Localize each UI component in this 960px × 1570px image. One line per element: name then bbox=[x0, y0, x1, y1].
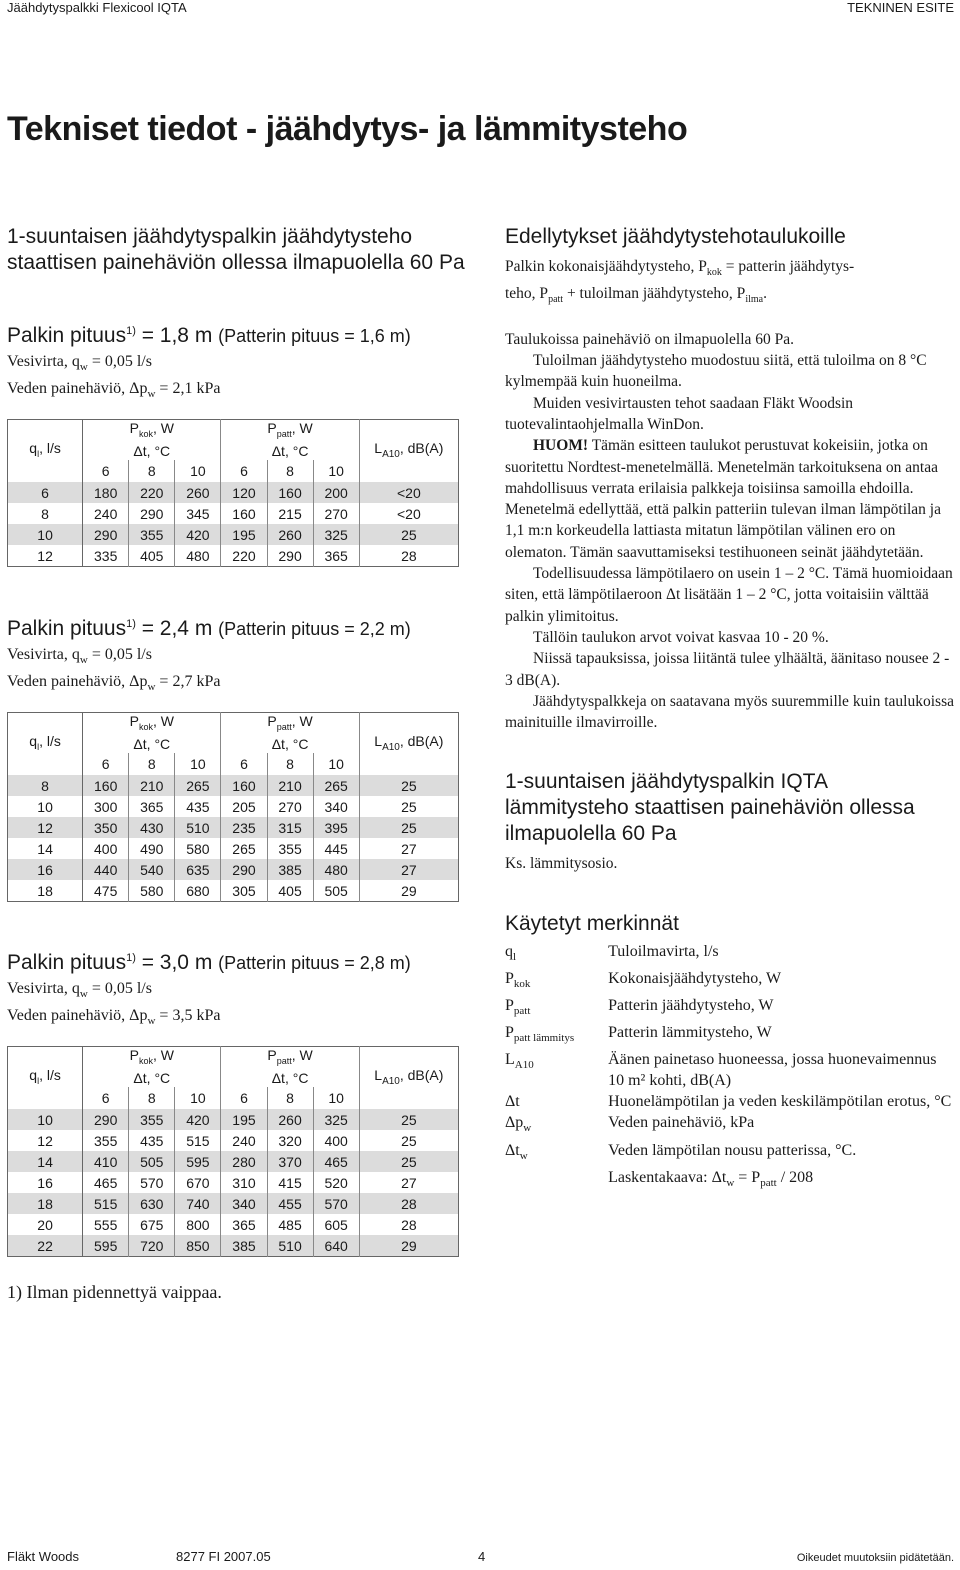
table-cell: 210 bbox=[129, 775, 175, 796]
table-cell: 160 bbox=[221, 775, 267, 796]
table-cell: 315 bbox=[267, 817, 313, 838]
table-cell: 465 bbox=[313, 1151, 359, 1172]
table-cell: 300 bbox=[83, 796, 129, 817]
table-cell: 270 bbox=[267, 796, 313, 817]
table-cell: 18 bbox=[8, 880, 83, 902]
table-cell: 640 bbox=[313, 1235, 359, 1257]
table-cell: 16 bbox=[8, 859, 83, 880]
table-cell: 25 bbox=[359, 817, 458, 838]
table-cell: 415 bbox=[267, 1172, 313, 1193]
intro-line-2: staattisen painehäviön ollessa ilmapuolella 60 Pa bbox=[7, 251, 465, 274]
table-cell: 20 bbox=[8, 1214, 83, 1235]
table-cell: 490 bbox=[129, 838, 175, 859]
table-cell: 29 bbox=[401, 882, 417, 899]
table-cell: 240 bbox=[221, 1130, 267, 1151]
table-cell: 270 bbox=[313, 503, 359, 524]
table-cell: <20 bbox=[359, 482, 458, 503]
col-header-q: $q_l$, l/s bbox=[8, 713, 83, 775]
table-cell: 290 bbox=[221, 859, 267, 880]
temp-header: 6 bbox=[221, 753, 267, 775]
table-cell: 355 bbox=[83, 1130, 129, 1151]
table-cell: 320 bbox=[267, 1130, 313, 1151]
table-row bbox=[8, 524, 459, 545]
table-cell: 570 bbox=[313, 1193, 359, 1214]
table-cell: 485 bbox=[267, 1214, 313, 1235]
temp-header: 10 bbox=[175, 460, 221, 482]
temp-header: 10 bbox=[313, 1087, 359, 1109]
temp-header: 8 bbox=[129, 460, 175, 482]
table-cell: 260 bbox=[267, 1109, 313, 1130]
table-cell: 12 bbox=[8, 1130, 83, 1151]
col-header-pkok: $P_{kok}$, W Δt, °C bbox=[83, 713, 221, 753]
table-cell: 480 bbox=[313, 859, 359, 880]
symbol-desc: Tuloilmavirta, l/s bbox=[608, 942, 719, 960]
paragraph: Jäähdytyspalkkeja on saatavana myös suuremmille kuin taulukoissa mainituille ilmavirroille. bbox=[505, 692, 954, 732]
table-cell: 440 bbox=[83, 859, 129, 880]
table-cell: 355 bbox=[129, 524, 175, 545]
formula-spacer bbox=[505, 1167, 608, 1194]
table-cell: 25 bbox=[359, 1151, 458, 1172]
table-cell: 635 bbox=[175, 859, 221, 880]
table-row bbox=[8, 482, 459, 503]
table-cell: 28 bbox=[359, 1193, 458, 1214]
symbol-row bbox=[505, 1112, 955, 1139]
symbol-row bbox=[505, 941, 955, 968]
conditions-body bbox=[505, 329, 955, 734]
formula: Laskentakaava: $\Delta t_w = P_{patt} / 208$ bbox=[608, 1168, 814, 1190]
table-cell: 365 bbox=[313, 545, 359, 567]
page-title: Tekniset tiedot - jäähdytys- ja lämmitysteho bbox=[7, 110, 688, 148]
table-row bbox=[8, 545, 459, 567]
table-cell: 420 bbox=[175, 524, 221, 545]
temp-header: 10 bbox=[175, 753, 221, 775]
table-cell: 365 bbox=[129, 796, 175, 817]
table-cell: 265 bbox=[313, 775, 359, 796]
temp-header: 6 bbox=[83, 753, 129, 775]
table-cell: 325 bbox=[313, 524, 359, 545]
table-cell: 680 bbox=[175, 880, 221, 902]
table-cell: 310 bbox=[221, 1172, 267, 1193]
symbol-desc: Huonelämpötilan ja veden keskilämpötilan erotus, °C bbox=[608, 1093, 952, 1111]
symbol-row bbox=[505, 1140, 955, 1167]
table-cell: 410 bbox=[83, 1151, 129, 1172]
symbol-desc: Kokonaisjäähdytysteho, W bbox=[608, 969, 782, 987]
table-cell: 355 bbox=[129, 1109, 175, 1130]
table-row bbox=[8, 838, 459, 859]
table-cell: 480 bbox=[175, 545, 221, 567]
table-cell: 345 bbox=[175, 503, 221, 524]
temp-header: 8 bbox=[129, 753, 175, 775]
table-cell: 455 bbox=[267, 1193, 313, 1214]
table-cell: 305 bbox=[221, 880, 267, 902]
symbol-row bbox=[505, 995, 955, 1022]
table-cell: 205 bbox=[221, 796, 267, 817]
table-cell: 595 bbox=[175, 1151, 221, 1172]
right-column bbox=[505, 224, 955, 1194]
table-row bbox=[8, 796, 459, 817]
table-row bbox=[8, 1109, 459, 1130]
table-cell: 12 bbox=[8, 817, 83, 838]
table-row bbox=[8, 817, 459, 838]
table-row bbox=[8, 1130, 459, 1151]
table-cell: 675 bbox=[129, 1214, 175, 1235]
table-cell: 290 bbox=[129, 503, 175, 524]
temp-header: 8 bbox=[267, 753, 313, 775]
table-cell: 445 bbox=[313, 838, 359, 859]
pressure-loss: Veden painehäviö, $\Delta p_w = 2,1$ kPa bbox=[7, 380, 221, 401]
water-flow: Vesivirta, $q_w = 0,05$ l/s bbox=[7, 980, 152, 1001]
table-cell: 22 bbox=[8, 1235, 83, 1257]
table-cell: 12 bbox=[8, 545, 83, 567]
temp-header: 10 bbox=[313, 753, 359, 775]
table-cell: 215 bbox=[267, 503, 313, 524]
table-cell: 325 bbox=[313, 1109, 359, 1130]
left-intro bbox=[7, 224, 465, 276]
table-cell: 395 bbox=[313, 817, 359, 838]
table-cell: 220 bbox=[129, 482, 175, 503]
symbol-row bbox=[505, 1022, 955, 1049]
table-cell: 510 bbox=[267, 1235, 313, 1257]
table-cell: 235 bbox=[221, 817, 267, 838]
table-cell: 8 bbox=[8, 503, 83, 524]
col-header-q: $q_l$, l/s bbox=[8, 420, 83, 482]
table-cell: 25 bbox=[401, 1132, 417, 1149]
table-cell: 515 bbox=[175, 1130, 221, 1151]
heating-heading: 1-suuntaisen jäähdytyspalkin IQTA lämmitysteho staattisen painehäviön ollessa ilmapuolella 60 Pa bbox=[505, 770, 915, 846]
heating-ref: Ks. lämmitysosio. bbox=[505, 855, 618, 873]
table-cell: 10 bbox=[8, 796, 83, 817]
table-cell: 540 bbox=[129, 859, 175, 880]
pressure-loss: Veden painehäviö, $\Delta p_w = 3,5$ kPa bbox=[7, 1007, 221, 1028]
paragraph: Taulukoissa painehäviö on ilmapuolella 60 Pa. bbox=[505, 330, 795, 348]
table-cell: 520 bbox=[313, 1172, 359, 1193]
symbols-heading: Käytetyt merkinnät bbox=[505, 911, 679, 935]
table-cell: 28 bbox=[401, 547, 417, 564]
table-cell: 195 bbox=[221, 524, 267, 545]
table-cell: 365 bbox=[221, 1214, 267, 1235]
temp-header: 8 bbox=[129, 1087, 175, 1109]
section-title: Palkin pituus$^{1)}$ = 2,4 m (Patterin pituus = 2,2 m) bbox=[7, 617, 411, 640]
temp-header: 6 bbox=[83, 460, 129, 482]
table-cell: 510 bbox=[175, 817, 221, 838]
table-cell: <20 bbox=[396, 505, 421, 522]
table-cell: 210 bbox=[267, 775, 313, 796]
table-cell: 370 bbox=[267, 1151, 313, 1172]
symbol-key: $P_{patt lämmitys}$ bbox=[505, 1024, 575, 1045]
table-cell: 8 bbox=[8, 775, 83, 796]
table-cell: 290 bbox=[83, 1109, 129, 1130]
table-row bbox=[8, 880, 459, 902]
symbol-key: $P_{kok}$ bbox=[505, 969, 531, 991]
table-cell: 280 bbox=[221, 1151, 267, 1172]
symbol-row bbox=[505, 1091, 955, 1112]
section-2-4m bbox=[7, 611, 459, 902]
header-doc-type: TEKNINEN ESITE bbox=[847, 0, 954, 15]
symbol-row bbox=[505, 1049, 955, 1091]
conditions-intro: Palkin kokonaisjäähdytysteho, $P_{kok}$ = patterin jäähdytys- teho, $P_{patt}$ + tuloilman jäähdytysteho, $P_{ilma}$. bbox=[505, 258, 855, 306]
section-1-8m bbox=[7, 318, 459, 567]
table-cell: 720 bbox=[129, 1235, 175, 1257]
table-cell: 265 bbox=[221, 838, 267, 859]
water-flow: Vesivirta, $q_w = 0,05$ l/s bbox=[7, 646, 152, 667]
table-cell: 670 bbox=[175, 1172, 221, 1193]
table-cell: 260 bbox=[267, 524, 313, 545]
symbol-key: $q_l$ bbox=[505, 942, 517, 963]
table-cell: 220 bbox=[221, 545, 267, 567]
table-row bbox=[8, 503, 459, 524]
table-cell: 265 bbox=[175, 775, 221, 796]
table-cell: 25 bbox=[401, 798, 417, 815]
formula-row bbox=[505, 1167, 955, 1194]
table-cell: 160 bbox=[267, 482, 313, 503]
paragraph: Tällöin taulukon arvot voivat kasvaa 10 - 20 %. bbox=[533, 628, 829, 646]
table-cell: 435 bbox=[175, 796, 221, 817]
symbol-row bbox=[505, 968, 955, 995]
table-row bbox=[8, 1235, 459, 1257]
table-cell: 355 bbox=[267, 838, 313, 859]
data-table bbox=[7, 712, 459, 902]
footer-page-number: 4 bbox=[478, 1549, 486, 1564]
table-cell: 18 bbox=[8, 1193, 83, 1214]
symbol-key: Δt bbox=[505, 1093, 520, 1111]
header-product: Jäähdytyspalkki Flexicool IQTA bbox=[7, 0, 187, 15]
table-cell: 580 bbox=[175, 838, 221, 859]
symbol-key: $P_{patt}$ bbox=[505, 997, 531, 1018]
table-cell: 405 bbox=[129, 545, 175, 567]
symbol-desc: Veden lämpötilan nousu patterissa, °C. bbox=[608, 1141, 857, 1159]
table-cell: 505 bbox=[313, 880, 359, 902]
symbol-desc: Patterin jäähdytysteho, W bbox=[608, 997, 774, 1015]
symbol-desc: Veden painehäviö, kPa bbox=[608, 1114, 755, 1132]
table-cell: 385 bbox=[267, 859, 313, 880]
table-cell: 800 bbox=[175, 1214, 221, 1235]
table-cell: 16 bbox=[8, 1172, 83, 1193]
table-row bbox=[8, 1151, 459, 1172]
paragraph: Tuloilman jäähdytysteho muodostuu siitä, että tuloilma on 8 °C kylmempää kuin huoneilma. bbox=[505, 352, 927, 391]
col-header-pkok: $P_{kok}$, W Δt, °C bbox=[83, 420, 221, 460]
col-header-ppatt: $P_{patt}$, W Δt, °C bbox=[221, 713, 359, 753]
table-cell: 27 bbox=[401, 840, 417, 857]
paragraph: Muiden vesivirtausten tehot saadaan Fläkt Woodsin tuotevalintaohjelmalla WinDon. bbox=[505, 394, 854, 433]
paragraph-huom: HUOM! Tämän esitteen taulukot perustuvat kokeisiin, jotka on suoritettu Nordtest-menetelmällä. Menetelmän tarkoituksena on antaa mahdollisuus verrata erilaisia palkkeja toisiinsa samoilla ehdoilla. Menetelmä edellyttää, että palkin patteriin tulevan ilman lämpötilan ja 1,1 m:n korkeudella lattiasta mitatun lämpötilan välinen ero on olematon. Tämän saavuttamiseksi testihuoneen seinät jäähdytetään. bbox=[505, 437, 941, 561]
table-cell: 14 bbox=[8, 1151, 83, 1172]
table-cell: 580 bbox=[129, 880, 175, 902]
table-cell: 740 bbox=[175, 1193, 221, 1214]
table-cell: 120 bbox=[221, 482, 267, 503]
temp-header: 6 bbox=[221, 460, 267, 482]
intro-line-1: 1-suuntaisen jäähdytyspalkin jäähdytysteho bbox=[7, 225, 413, 248]
temp-header: 10 bbox=[175, 1087, 221, 1109]
table-row bbox=[8, 775, 459, 796]
table-row bbox=[8, 1172, 459, 1193]
table-cell: 555 bbox=[83, 1214, 129, 1235]
table-cell: 27 bbox=[401, 1174, 417, 1191]
table-cell: 430 bbox=[129, 817, 175, 838]
col-header-q: $q_l$, l/s bbox=[8, 1047, 83, 1109]
table-cell: 29 bbox=[359, 1235, 458, 1257]
table-cell: 515 bbox=[83, 1193, 129, 1214]
temp-header: 8 bbox=[267, 1087, 313, 1109]
table-row bbox=[8, 859, 459, 880]
pressure-loss: Veden painehäviö, $\Delta p_w = 2,7$ kPa bbox=[7, 673, 221, 694]
right-heading-conditions: Edellytykset jäähdytystehotaulukoille bbox=[505, 225, 846, 248]
table-cell: 200 bbox=[313, 482, 359, 503]
footer-code: 8277 FI 2007.05 bbox=[176, 1549, 271, 1564]
temp-header: 6 bbox=[83, 1087, 129, 1109]
table-cell: 475 bbox=[83, 880, 129, 902]
water-flow: Vesivirta, $q_w = 0,05$ l/s bbox=[7, 353, 152, 374]
table-cell: 400 bbox=[83, 838, 129, 859]
table-cell: 195 bbox=[221, 1109, 267, 1130]
table-cell: 595 bbox=[83, 1235, 129, 1257]
table-cell: 435 bbox=[129, 1130, 175, 1151]
section-title: Palkin pituus$^{1)}$ = 3,0 m (Patterin pituus = 2,8 m) bbox=[7, 951, 411, 974]
table-cell: 400 bbox=[313, 1130, 359, 1151]
paragraph: Niissä tapauksissa, joissa liitäntä tulee ylhäältä, äänitaso nousee 2 - 3 dB(A). bbox=[505, 650, 950, 689]
col-header-ppatt: $P_{patt}$, W Δt, °C bbox=[221, 1047, 359, 1087]
table-cell: 340 bbox=[313, 796, 359, 817]
table-cell: 420 bbox=[175, 1109, 221, 1130]
table-cell: 405 bbox=[267, 880, 313, 902]
table-cell: 505 bbox=[129, 1151, 175, 1172]
temp-header: 8 bbox=[267, 460, 313, 482]
table-cell: 10 bbox=[8, 1109, 83, 1130]
table-cell: 350 bbox=[83, 817, 129, 838]
table-cell: 290 bbox=[83, 524, 129, 545]
table-cell: 28 bbox=[401, 1216, 417, 1233]
col-header-pkok: $P_{kok}$, W Δt, °C bbox=[83, 1047, 221, 1087]
table-cell: 25 bbox=[359, 775, 458, 796]
data-table bbox=[7, 1046, 459, 1257]
table-cell: 570 bbox=[129, 1172, 175, 1193]
footnote: 1) Ilman pidennettyä vaippaa. bbox=[7, 1282, 222, 1302]
section-3-0m bbox=[7, 945, 459, 1257]
table-cell: 25 bbox=[359, 524, 458, 545]
footer-rights: Oikeudet muutoksiin pidätetään. bbox=[796, 1552, 954, 1564]
footer-company: Fläkt Woods bbox=[7, 1549, 80, 1564]
symbol-key: $L_{A10}$ bbox=[505, 1051, 534, 1072]
table-cell: 25 bbox=[359, 1109, 458, 1130]
table-cell: 290 bbox=[267, 545, 313, 567]
symbols-list bbox=[505, 941, 955, 1194]
col-header-la10: $L_{A10}$, dB(A) bbox=[374, 439, 444, 460]
table-cell: 10 bbox=[8, 524, 83, 545]
col-header-la10: $L_{A10}$, dB(A) bbox=[374, 732, 444, 753]
table-cell: 260 bbox=[175, 482, 221, 503]
symbol-key: $\Delta t_w$ bbox=[505, 1141, 528, 1162]
temp-header: 6 bbox=[221, 1087, 267, 1109]
table-cell: 27 bbox=[359, 859, 458, 880]
symbol-desc: Äänen painetaso huoneessa, jossa huonevaimennus 10 m² kohti, dB(A) bbox=[608, 1051, 937, 1090]
table-cell: 180 bbox=[83, 482, 129, 503]
table-cell: 850 bbox=[175, 1235, 221, 1257]
table-cell: 385 bbox=[221, 1235, 267, 1257]
table-cell: 340 bbox=[221, 1193, 267, 1214]
table-cell: 160 bbox=[83, 775, 129, 796]
table-cell: 160 bbox=[221, 503, 267, 524]
col-header-ppatt: $P_{patt}$, W Δt, °C bbox=[221, 420, 359, 460]
table-cell: 6 bbox=[8, 482, 83, 503]
section-title: Palkin pituus$^{1)}$ = 1,8 m (Patterin pituus = 1,6 m) bbox=[7, 324, 411, 347]
table-cell: 605 bbox=[313, 1214, 359, 1235]
table-cell: 335 bbox=[83, 545, 129, 567]
table-cell: 14 bbox=[8, 838, 83, 859]
table-row bbox=[8, 1214, 459, 1235]
data-table bbox=[7, 419, 459, 567]
col-header-la10: $L_{A10}$, dB(A) bbox=[374, 1066, 444, 1087]
table-row bbox=[8, 1193, 459, 1214]
symbol-desc: Patterin lämmitysteho, W bbox=[608, 1024, 772, 1042]
table-cell: 630 bbox=[129, 1193, 175, 1214]
temp-header: 10 bbox=[313, 460, 359, 482]
table-cell: 465 bbox=[83, 1172, 129, 1193]
table-cell: 240 bbox=[83, 503, 129, 524]
symbol-key: $\Delta p_w$ bbox=[505, 1114, 532, 1135]
paragraph: Todellisuudessa lämpötilaero on usein 1 – 2 °C. Tämä huomioidaan siten, että lämpötilaeroon Δt lisätään 1 – 2 °C, jotta voitaisiin välttää palkin ylimitoitus. bbox=[505, 565, 953, 625]
